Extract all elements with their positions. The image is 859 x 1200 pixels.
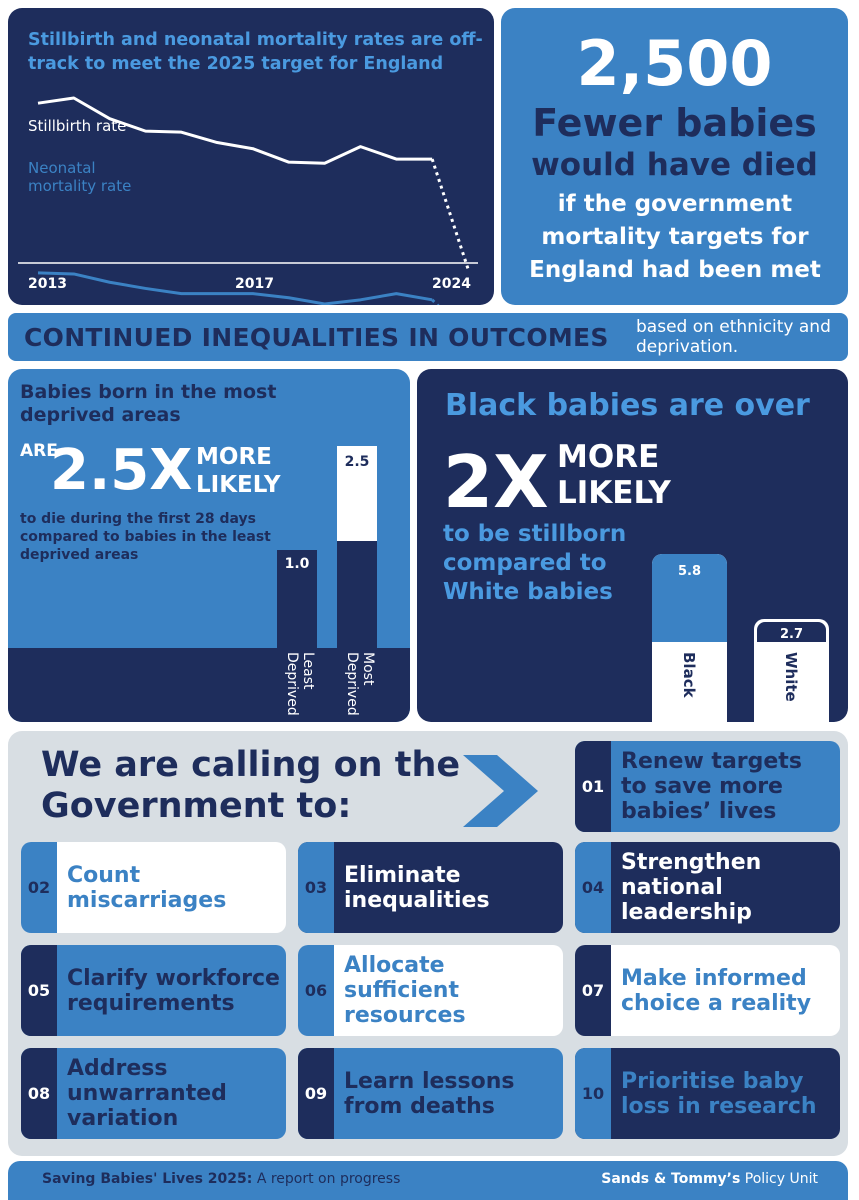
footer-org-name: Sands & Tommy’s (601, 1171, 741, 1187)
stillbirth-rate-projection (432, 159, 468, 269)
call-card-text: Count miscarriages (67, 862, 227, 913)
chart-title: Stillbirth and neonatal mortality rates are off-track to meet the 2025 target for England (28, 30, 483, 74)
footer-org-unit: Policy Unit (744, 1171, 818, 1187)
call-card-number: 01 (575, 741, 611, 832)
label-most-deprived: Most Deprived (344, 652, 376, 716)
call-card-number: 09 (298, 1048, 334, 1139)
call-card-text: Renew targets to save more babies’ lives (621, 749, 802, 824)
call-card-1 (575, 741, 840, 832)
mortality-trend-panel (8, 8, 494, 305)
deprivation-panel (8, 369, 410, 722)
call-card-4 (575, 842, 840, 933)
stat-subheadline: would have died (531, 147, 818, 183)
neonatal-rate-projection (432, 300, 468, 305)
bar-black (652, 554, 727, 722)
call-card-number: 05 (21, 945, 57, 1036)
ethnicity-multiplier: 2X (443, 440, 549, 524)
x-tick-2017: 2017 (235, 276, 274, 292)
call-card-number: 10 (575, 1048, 611, 1139)
deprivation-description: to die during the first 28 days compared to babies in the least deprived areas (20, 511, 271, 563)
stat-number: 2,500 (576, 27, 773, 100)
call-card-text: Strengthen national leadership (621, 850, 762, 925)
footer-report-title (42, 1171, 400, 1187)
call-card-text: Prioritise baby loss in research (621, 1068, 817, 1119)
bar-least-deprived (277, 550, 317, 648)
bar-value-white: 2.7 (779, 626, 804, 642)
call-card-text: Clarify workforce requirements (67, 965, 280, 1016)
call-card-text: Allocate sufficient resources (344, 953, 466, 1028)
bar-label-black: Black (680, 651, 698, 698)
banner-title: CONTINUED INEQUALITIES IN OUTCOMES (24, 323, 609, 352)
x-tick-2013: 2013 (28, 276, 67, 292)
deprivation-multiplier: 2.5X (50, 438, 193, 503)
call-card-text: Learn lessons from deaths (344, 1068, 515, 1119)
call-card-number: 02 (21, 842, 57, 933)
call-card-text: Make informed choice a reality (621, 965, 812, 1016)
label-least-deprived: Least Deprived (284, 652, 316, 716)
footer-organisation (601, 1171, 818, 1187)
bar-value-most-deprived: 2.5 (344, 453, 370, 470)
call-card-2 (21, 842, 286, 933)
deprivation-heading: Babies born in the most deprived areas (20, 381, 277, 426)
footer-report-name: Saving Babies' Lives 2025: (42, 1171, 253, 1187)
call-card-number: 07 (575, 945, 611, 1036)
deprivation-are-text: ARE (20, 441, 58, 461)
ethnicity-panel (417, 369, 848, 722)
ethnicity-description: to be stillborn compared to White babies (443, 521, 627, 605)
bar-label-white: White (782, 651, 800, 702)
call-card-7 (575, 945, 840, 1036)
ethnicity-more-likely: MORE LIKELY (557, 439, 671, 511)
bar-value-black: 5.8 (677, 563, 702, 579)
footer-report-subtitle: A report on progress (256, 1171, 401, 1187)
call-card-number: 04 (575, 842, 611, 933)
stillbirth-series-label: Stillbirth rate (28, 117, 127, 135)
footer (8, 1161, 848, 1200)
banner-subtitle: based on ethnicity and deprivation. (636, 317, 831, 357)
bar-white (754, 619, 829, 722)
call-card-6 (298, 945, 563, 1036)
call-card-number: 06 (298, 945, 334, 1036)
ethnicity-heading: Black babies are over (445, 388, 810, 423)
call-card-8 (21, 1048, 286, 1139)
stat-headline: Fewer babies (532, 101, 817, 145)
call-card-text: Eliminate inequalities (344, 862, 490, 913)
call-card-number: 08 (21, 1048, 57, 1139)
call-card-3 (298, 842, 563, 933)
call-card-text: Address unwarranted variation (67, 1056, 227, 1131)
x-tick-2024: 2024 (432, 276, 471, 292)
stat-description: if the government mortality targets for England had been met (529, 191, 821, 283)
bar-value-least-deprived: 1.0 (284, 556, 310, 572)
call-card-10 (575, 1048, 840, 1139)
inequalities-banner (8, 313, 848, 361)
call-card-number: 03 (298, 842, 334, 933)
chevron-right-icon (463, 755, 538, 827)
neonatal-series-label: Neonatal mortality rate (28, 159, 132, 195)
fewer-deaths-panel (501, 8, 848, 305)
call-card-5 (21, 945, 286, 1036)
deprivation-more-likely: MORE LIKELY (196, 444, 281, 498)
calls-heading: We are calling on the Government to: (41, 745, 461, 826)
call-card-9 (298, 1048, 563, 1139)
bar-most-deprived (337, 446, 377, 649)
